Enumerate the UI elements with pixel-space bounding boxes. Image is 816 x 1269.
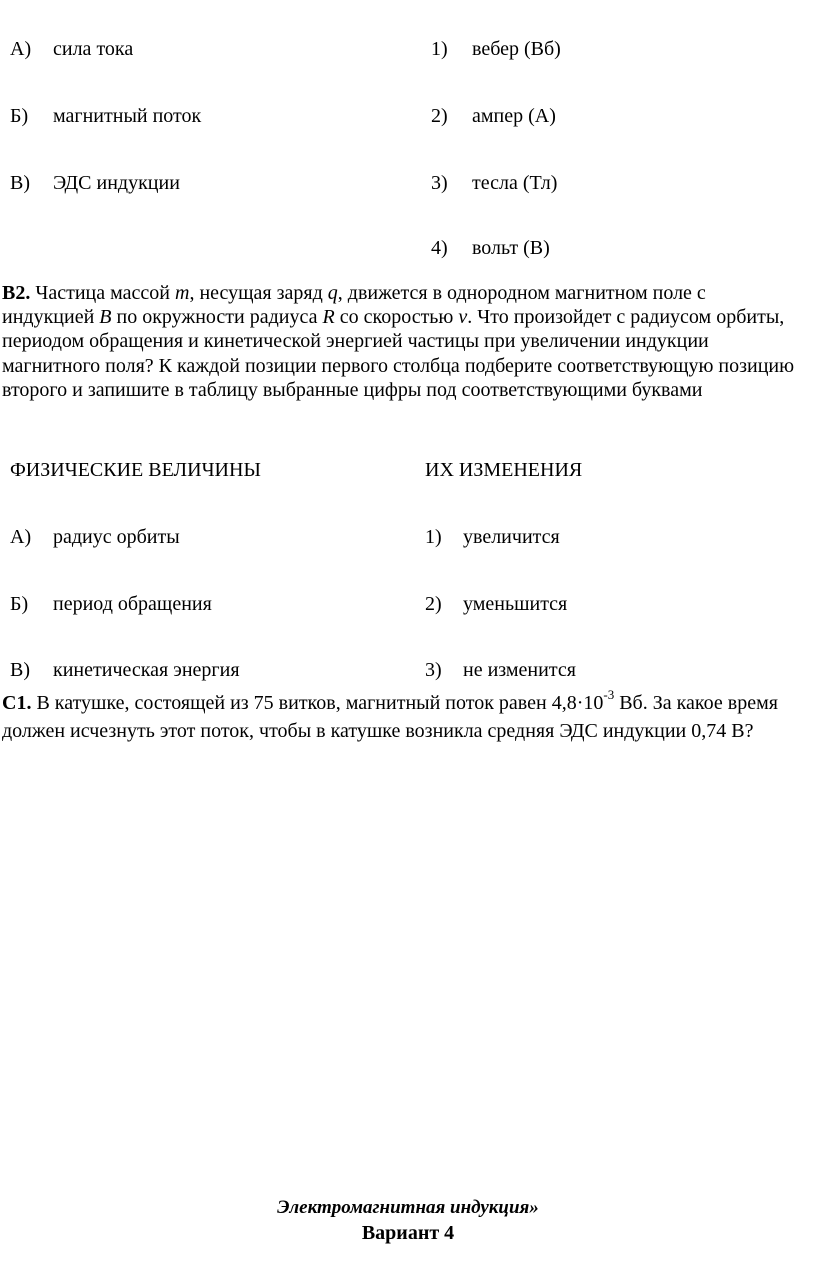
variable-r: R (322, 306, 335, 329)
task-c1-label: С1. (2, 692, 32, 714)
task-b2 (2, 281, 802, 402)
task-b2-text: , несущая заряд (189, 282, 328, 304)
matching2-left-header: ФИЗИЧЕСКИЕ ВЕЛИЧИНЫ (10, 459, 261, 481)
matching1-right-num: 1) (431, 38, 448, 60)
variable-b: B (99, 306, 112, 329)
matching2-right-text: уменьшится (463, 593, 568, 615)
matching1-left-text: сила тока (53, 38, 134, 60)
task-b2-text: со скоростью (334, 306, 459, 329)
task-c1 (2, 689, 816, 745)
matching2-right-num: 1) (425, 526, 442, 548)
matching2-left-text: период обращения (53, 593, 212, 615)
matching1-left-letter: В) (10, 172, 30, 194)
matching1-right-num: 3) (431, 172, 448, 194)
matching1-left-text: ЭДС индукции (53, 172, 180, 194)
task-c1-text: Вб. За какое время должен исчезнуть этот поток, чтобы в катушке возникла средняя ЭДС индукции 0,74 В? (2, 692, 778, 742)
matching2-left-letter: В) (10, 659, 30, 681)
matching1-left-letter: Б) (10, 105, 29, 127)
matching1-right-num: 2) (431, 105, 448, 127)
variable-v: v (458, 306, 468, 329)
task-c1-text: В катушке, состоящей из 75 витков, магнитный поток равен 4,8·10 (31, 692, 604, 714)
matching2-right-text: увеличится (463, 526, 560, 548)
matching1-left-text: магнитный поток (53, 105, 202, 127)
matching1-right-text: вебер (Вб) (472, 38, 561, 60)
variable-q: q (327, 282, 338, 304)
matching2-left-text: кинетическая энергия (53, 659, 240, 681)
task-b2-text: по окружности радиуса (111, 306, 323, 329)
matching1-right-text: тесла (Тл) (472, 172, 558, 194)
task-b2-text: Частица массой (30, 282, 175, 304)
task-b2-text: , движется в однородном магнитном поле с индукцией (2, 282, 706, 329)
matching2-left-letter: А) (10, 526, 32, 548)
matching2-left-text: радиус орбиты (53, 526, 180, 548)
matching2-right-num: 3) (425, 659, 442, 681)
matching2-left-letter: Б) (10, 593, 29, 615)
matching1-right-text: ампер (А) (472, 105, 556, 127)
matching2-right-text: не изменится (463, 659, 576, 681)
footer-title: Электромагнитная индукция» (277, 1197, 539, 1218)
matching1-left-letter: А) (10, 38, 32, 60)
matching2-right-num: 2) (425, 593, 442, 615)
variable-m: m (174, 282, 190, 304)
footer-variant: Вариант 4 (361, 1222, 455, 1244)
matching1-right-num: 4) (431, 237, 448, 259)
task-b2-text: . Что произойдет с радиусом орбиты, периодом обращения и кинетической энергией частицы при увеличении индукции магнитного поля? К каждой позиции первого столбца подберите соответствующую позицию второго и запишите в таблицу выбранные цифры под соответствующими буквами (2, 306, 795, 401)
matching2-right-header: ИХ ИЗМЕНЕНИЯ (425, 459, 583, 481)
matching1-right-text: вольт (В) (472, 237, 550, 259)
task-c1-exponent: -3 (603, 687, 615, 703)
task-b2-label: В2. (2, 282, 31, 304)
